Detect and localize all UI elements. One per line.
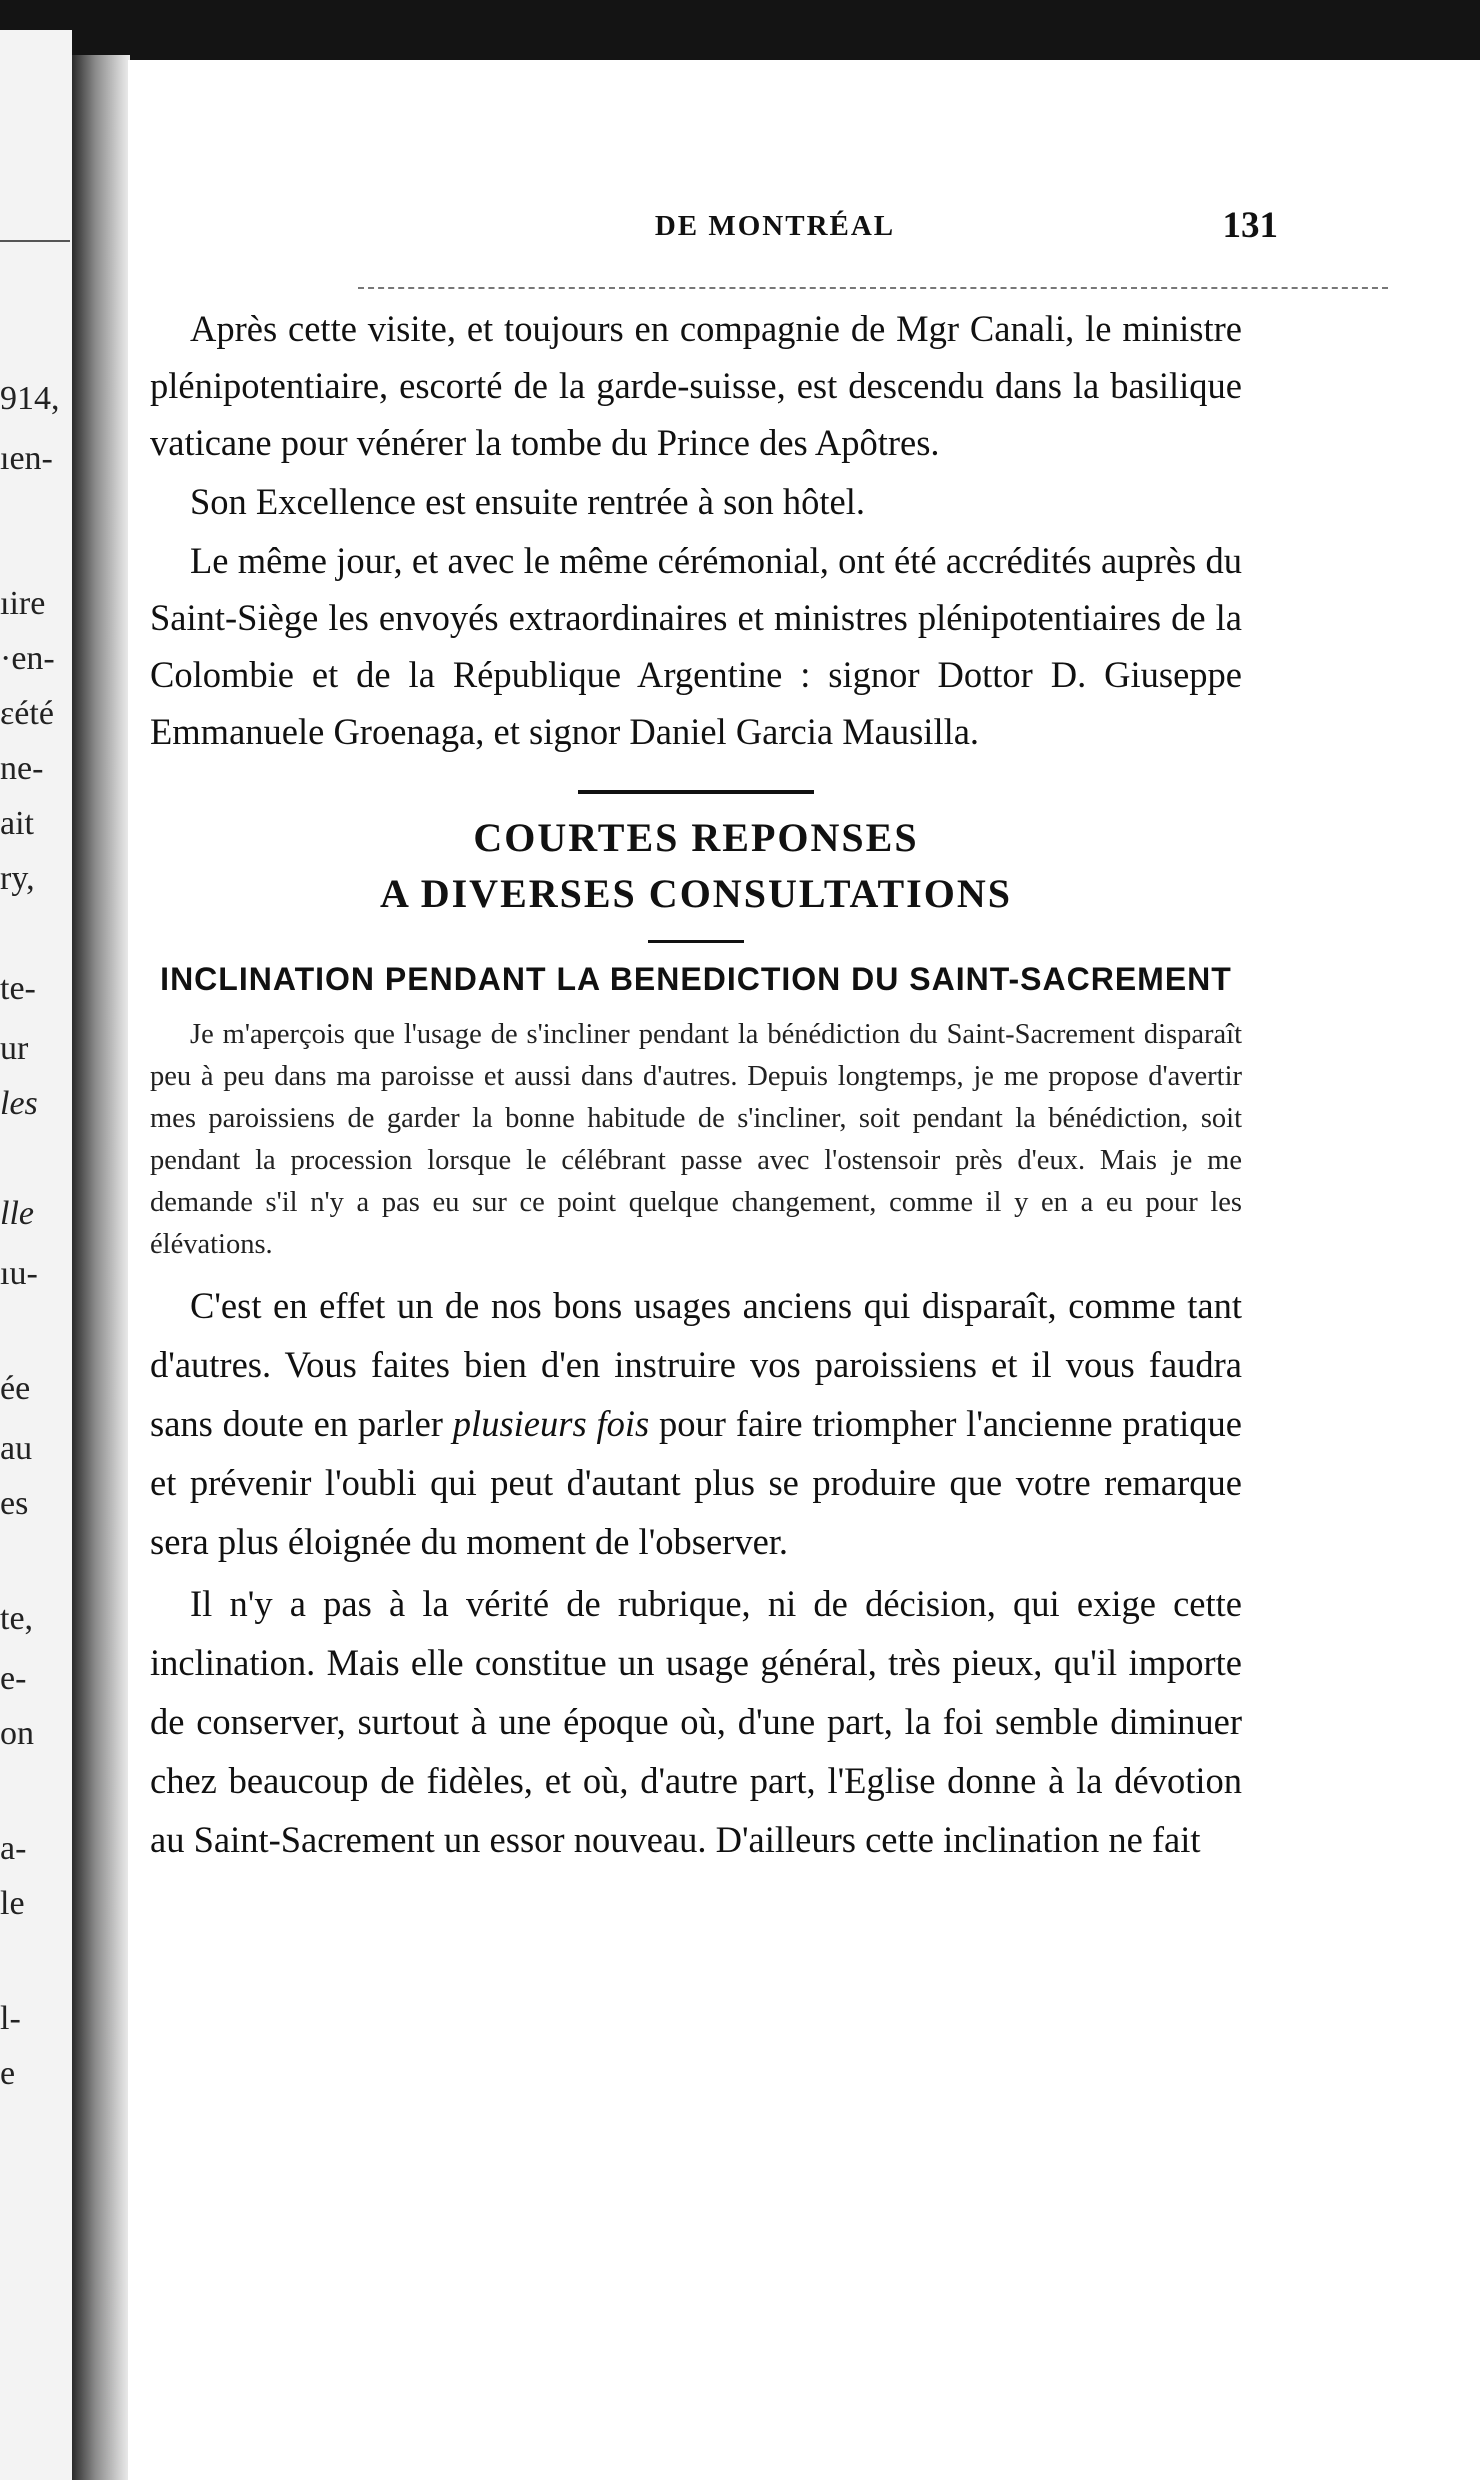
adjacent-text-fragment: au: [0, 1430, 33, 1467]
adjacent-text-fragment: ·en-: [0, 640, 55, 677]
paragraph: Son Excellence est ensuite rentrée à son hôtel.: [190, 481, 866, 522]
adjacent-text-fragment: es: [0, 1485, 29, 1522]
running-title: DE MONTRÉAL: [654, 210, 896, 242]
adjacent-text-fragment: ıu-: [0, 1255, 38, 1292]
adjacent-page: [0, 30, 72, 2480]
question-text: Je m'aperçois que l'usage de s'incliner pendant la bénédiction du Saint-Sacrement disparaît peu à peu dans ma paroisse et aussi dans d'autres. Depuis longtemps, je me propose d'avertir mes paroissiens de garder la bonne habitude de s'incliner, soit pendant la bénédiction, soit pendant la procession lorsque le célébrant passe avec l'ostensoir près d'eux. Mais je me demande s'il n'y a pas eu sur ce point quelque changement, comme il y en a eu pour les élévations.: [150, 1019, 1242, 1260]
adjacent-text-fragment: e-: [0, 1660, 27, 1697]
adjacent-text-fragment: les: [0, 1085, 38, 1122]
adjacent-text-fragment: le: [0, 1885, 25, 1922]
header-rule: [358, 287, 1388, 289]
book-gutter: [72, 55, 130, 2480]
adjacent-text-fragment: e: [0, 2055, 16, 2092]
section-title-line: COURTES REPONSES: [473, 815, 919, 860]
adjacent-text-fragment: ur: [0, 1030, 29, 1067]
answer-paragraph: [150, 1276, 1242, 1571]
adjacent-text-fragment: lle: [0, 1195, 34, 1232]
adjacent-text-fragment: l-: [0, 2000, 21, 2037]
answer-text: pour faire triompher l'ancienne pratique et prévenir l'oubli qui peut d'autant plus se produire que votre remarque sera plus éloignée du moment de l'observer.: [150, 1403, 1242, 1562]
adjacent-text-fragment: ry,: [0, 860, 35, 897]
adjacent-text-fragment: ıire: [0, 585, 46, 622]
adjacent-text-fragment: ıen-: [0, 440, 53, 477]
adjacent-text-fragment: a-: [0, 1830, 27, 1867]
section-divider-small: [648, 940, 744, 943]
paragraph: Le même jour, et avec le même cérémonial, ont été accrédités auprès du Saint-Siège les envoyés extraordinaires et ministres plénipotentiaires de la Colombie et de la République Argentine : signor Dottor D. Giuseppe Emmanuele Groenaga, et signor Daniel Garcia Mausilla.: [150, 540, 1242, 752]
section-title-line: A DIVERSES CONSULTATIONS: [380, 871, 1012, 916]
answer-text: C'est en effet un de nos bons usages anciens qui disparaît, comme tant d'autres. Vous faites bien d'en instruire vos paroissiens et il vous faudra sans doute en parler: [150, 1285, 1242, 1444]
paragraph: Après cette visite, et toujours en compagnie de Mgr Canali, le ministre plénipotentiaire, escorté de la garde-suisse, est descendu dans la basilique vaticane pour vénérer la tombe du Prince des Apôtres.: [150, 308, 1242, 463]
section-divider: [578, 790, 814, 794]
question-heading: INCLINATION PENDANT LA BENEDICTION DU SAINT-SACREMENT: [160, 961, 1232, 997]
page-number: 131: [1222, 205, 1278, 246]
adjacent-page-rule: [0, 240, 70, 242]
answer-emphasis: plusieurs fois: [452, 1403, 650, 1444]
adjacent-text-fragment: te,: [0, 1600, 34, 1637]
section-title: [150, 810, 1242, 922]
adjacent-text-fragment: 914,: [0, 380, 60, 417]
answer-paragraph: Il n'y a pas à la vérité de rubrique, ni de décision, qui exige cette inclination. Mais elle constitue un usage général, très pieux, qu'il importe de conserver, surtout à une époque où, d'une part, la foi semble diminuer chez beaucoup de fidèles, et où, d'autre part, l'Eglise donne à la dévotion au Saint-Sacrement un essor nouveau. D'ailleurs cette inclination ne fait: [150, 1583, 1242, 1860]
running-head: [128, 205, 1480, 270]
adjacent-text-fragment: ne-: [0, 750, 44, 787]
adjacent-text-fragment: ée: [0, 1370, 31, 1407]
adjacent-text-fragment: ait: [0, 805, 34, 842]
page-body: [128, 300, 1242, 1869]
book-page: [128, 60, 1480, 2480]
adjacent-text-fragment: on: [0, 1715, 34, 1752]
adjacent-text-fragment: te-: [0, 970, 36, 1007]
adjacent-text-fragment: ɛété: [0, 695, 54, 732]
